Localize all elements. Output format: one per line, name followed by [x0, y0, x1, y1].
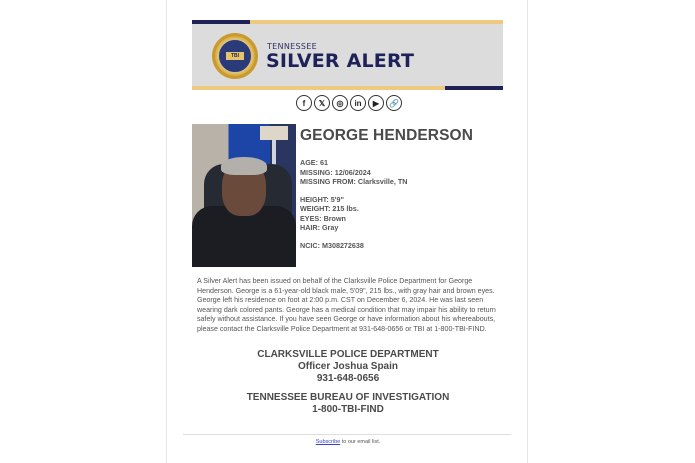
banner-accent-navy-bottom [445, 86, 503, 90]
tbi-phone: 1-800-TBI-FIND [312, 404, 384, 415]
banner-title: SILVER ALERT [266, 50, 415, 72]
banner-accent-gold-bottom [192, 86, 445, 90]
height-field: HEIGHT: 5'9" [300, 194, 344, 204]
subscribe-link[interactable]: Subscribe [315, 439, 341, 445]
eyes-field: EYES: Brown [300, 213, 346, 223]
ncic-field: NCIC: M308272638 [300, 240, 364, 250]
cpd-phone: 931-648-0656 [316, 373, 380, 384]
seal-label: TBI [226, 52, 244, 60]
tbi-name: TENNESSEE BUREAU OF INVESTIGATION [246, 392, 450, 403]
tbi-contact [167, 392, 529, 416]
social-links [296, 95, 402, 111]
person-name: GEORGE HENDERSON [300, 127, 473, 144]
cpd-officer: Officer Joshua Spain [297, 361, 399, 372]
person-details [300, 127, 510, 250]
link-icon[interactable]: 🔗 [386, 95, 402, 111]
banner-accent-gold-top [250, 20, 503, 24]
banner-accent-navy-top [192, 20, 250, 24]
alert-narrative: A Silver Alert has been issued on behalf of the Clarksville Police Department for George Henderson. George is a 61-year-old black male, 5'09", 215 lbs., with gray hair and brown eyes. George left his residence on foot at 2:00 p.m. CST on December 6, 2024. He was last seen wearing dark colored pants. George has a medical condition that may impair his ability to return safely without assistance. If you have seen George or have information about his whereabouts, please contact the Clarksville Police Department at 931-648-0656 or TBI at 1-800-TBI-FIND. [197, 277, 496, 333]
silver-alert-banner [192, 20, 503, 90]
facebook-icon[interactable]: f [296, 95, 312, 111]
missing-person-photo [192, 124, 296, 267]
linkedin-icon[interactable]: in [350, 95, 366, 111]
weight-field: WEIGHT: 215 lbs. [300, 204, 359, 213]
x-icon[interactable]: 𝕏 [314, 95, 330, 111]
missing-date-field: MISSING: 12/06/2024 [300, 167, 371, 177]
banner-state-label: TENNESSEE [267, 42, 317, 51]
tbi-seal-icon [212, 33, 258, 79]
cpd-contact [167, 349, 529, 385]
email-page [166, 0, 528, 463]
cpd-name: CLARKSVILLE POLICE DEPARTMENT [257, 349, 439, 360]
instagram-icon[interactable]: ◎ [332, 95, 348, 111]
missing-from-field: MISSING FROM: Clarksville, TN [300, 177, 408, 186]
age-field: AGE: 61 [300, 158, 328, 167]
hair-field: HAIR: Gray [300, 223, 339, 232]
footer-divider [183, 434, 511, 435]
youtube-icon[interactable]: ▶ [368, 95, 384, 111]
footer-text: to our email list. [340, 439, 381, 445]
footer [167, 439, 529, 445]
